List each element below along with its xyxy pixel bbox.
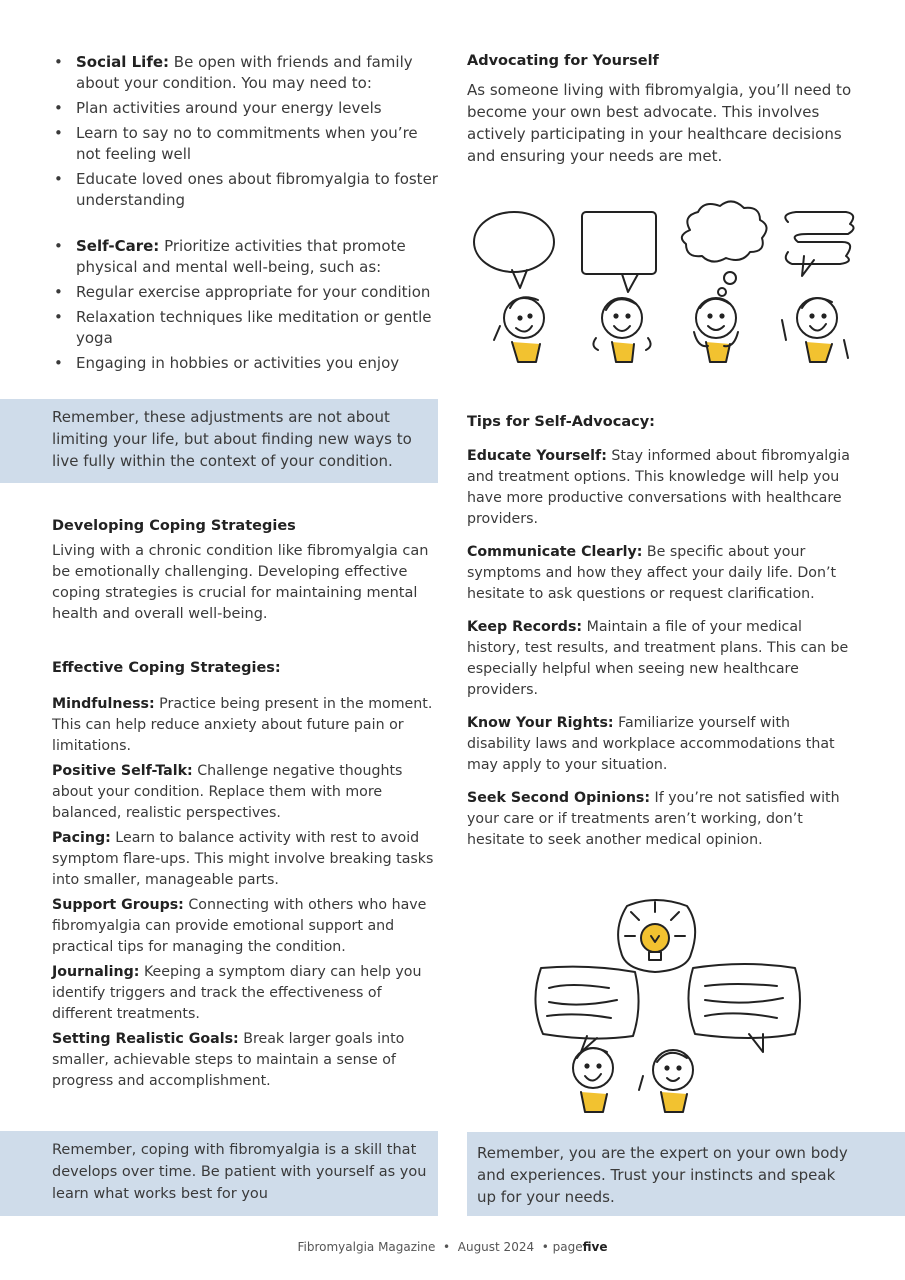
tip-item: Know Your Rights: Familiarize yourself with disability laws and workplace accommodations that may apply to your situation. bbox=[467, 715, 835, 773]
idea-conversation-illustration bbox=[527, 898, 817, 1118]
list-item: • Plan activities around your energy levels bbox=[52, 98, 442, 119]
person-2-icon bbox=[593, 298, 650, 362]
separator: • bbox=[439, 1240, 454, 1254]
issue-date: August 2024 bbox=[457, 1240, 535, 1254]
social-life-list bbox=[52, 52, 442, 211]
strategy-item: Pacing: Learn to balance activity with rest to avoid symptom flare-ups. This might involve breaking tasks into smaller, manageable parts. bbox=[52, 830, 434, 888]
tip-item: Seek Second Opinions: If you’re not satisfied with your care or if treatments aren’t working, don’t hesitate to seek another medical opinion. bbox=[467, 790, 840, 848]
left-speech-bubble-icon bbox=[535, 967, 638, 1052]
list-item: • Social Life: Be open with friends and family about your condition. You may need to: bbox=[52, 52, 442, 94]
advocating-heading: Advocating for Yourself bbox=[467, 53, 659, 69]
person-4-icon bbox=[782, 298, 848, 362]
person-right-icon bbox=[639, 1050, 693, 1112]
list-item: • Regular exercise appropriate for your condition bbox=[52, 282, 442, 303]
round-bubble-icon bbox=[474, 212, 554, 288]
tip-item: Keep Records: Maintain a file of your medical history, test results, and treatment plans. This can be especially helpful when seeing new healthcare providers. bbox=[467, 619, 849, 698]
tips-heading: Tips for Self-Advocacy: bbox=[467, 414, 655, 430]
separator: • bbox=[537, 1240, 553, 1254]
strategy-item: Setting Realistic Goals: Break larger goals into smaller, achievable steps to maintain a sense of progress and accomplishment. bbox=[52, 1031, 405, 1089]
advocating-text: As someone living with fibromyalgia, you’ll need to become your own best advocate. This involves actively participating in your healthcare decisions and ensuring your needs are met. bbox=[467, 81, 852, 165]
magazine-name: Fibromyalgia Magazine bbox=[297, 1240, 436, 1254]
coping-intro: Living with a chronic condition like fibromyalgia can be emotionally challenging. Developing effective coping strategies is crucial for maintaining mental health and overall well-being. bbox=[52, 543, 429, 622]
person-3-icon bbox=[694, 298, 738, 362]
effective-coping-heading: Effective Coping Strategies: bbox=[52, 660, 281, 676]
tip-item: Educate Yourself: Stay informed about fibromyalgia and treatment options. This knowledge will help you have more productive conversations with healthcare providers. bbox=[467, 448, 850, 527]
callout-coping: Remember, coping with fibromyalgia is a skill that develops over time. Be patient with yourself as you learn what works best for you bbox=[0, 1131, 438, 1216]
page-footer bbox=[0, 1240, 905, 1254]
callout-adjustments: Remember, these adjustments are not about limiting your life, but about finding new ways to live fully within the context of your condition. bbox=[0, 399, 438, 483]
strategy-item: Journaling: Keeping a symptom diary can help you identify triggers and track the effectiveness of different treatments. bbox=[52, 964, 422, 1022]
strategy-item: Positive Self-Talk: Challenge negative thoughts about your condition. Replace them with more balanced, realistic perspectives. bbox=[52, 763, 403, 821]
callout-expert: Remember, you are the expert on your own body and experiences. Trust your instincts and speak up for your needs. bbox=[467, 1132, 905, 1216]
strategy-item: Support Groups: Connecting with others who have fibromyalgia can provide emotional support and practical tips for managing the condition. bbox=[52, 897, 427, 955]
speech-bubbles-illustration bbox=[472, 200, 862, 380]
thought-bubble-icon bbox=[682, 201, 767, 296]
coping-strategies bbox=[52, 694, 438, 1092]
self-advocacy-tips bbox=[467, 446, 855, 851]
tip-item: Communicate Clearly: Be specific about your symptoms and how they affect your daily life. Don’t hesitate to ask questions or request clarification. bbox=[467, 544, 837, 602]
lightbulb-icon bbox=[625, 902, 685, 960]
list-item: • Learn to say no to commitments when you’re not feeling well bbox=[52, 123, 442, 165]
right-speech-bubble-icon bbox=[688, 964, 800, 1052]
page-number: five bbox=[582, 1240, 608, 1254]
square-bubble-icon bbox=[582, 212, 656, 292]
strategy-item: Mindfulness: Practice being present in the moment. This can help reduce anxiety about future pain or limitations. bbox=[52, 696, 433, 754]
list-item: • Relaxation techniques like meditation or gentle yoga bbox=[52, 307, 442, 349]
page-prefix: page bbox=[552, 1240, 583, 1254]
list-item: • Educate loved ones about fibromyalgia to foster understanding bbox=[52, 169, 442, 211]
banner-bubble-icon bbox=[785, 212, 853, 276]
list-item: • Engaging in hobbies or activities you enjoy bbox=[52, 353, 442, 374]
person-left-icon bbox=[573, 1048, 613, 1112]
person-1-icon bbox=[494, 297, 544, 362]
self-care-list bbox=[52, 236, 442, 374]
list-item: • Self-Care: Prioritize activities that promote physical and mental well-being, such as: bbox=[52, 236, 442, 278]
coping-heading: Developing Coping Strategies bbox=[52, 518, 296, 534]
